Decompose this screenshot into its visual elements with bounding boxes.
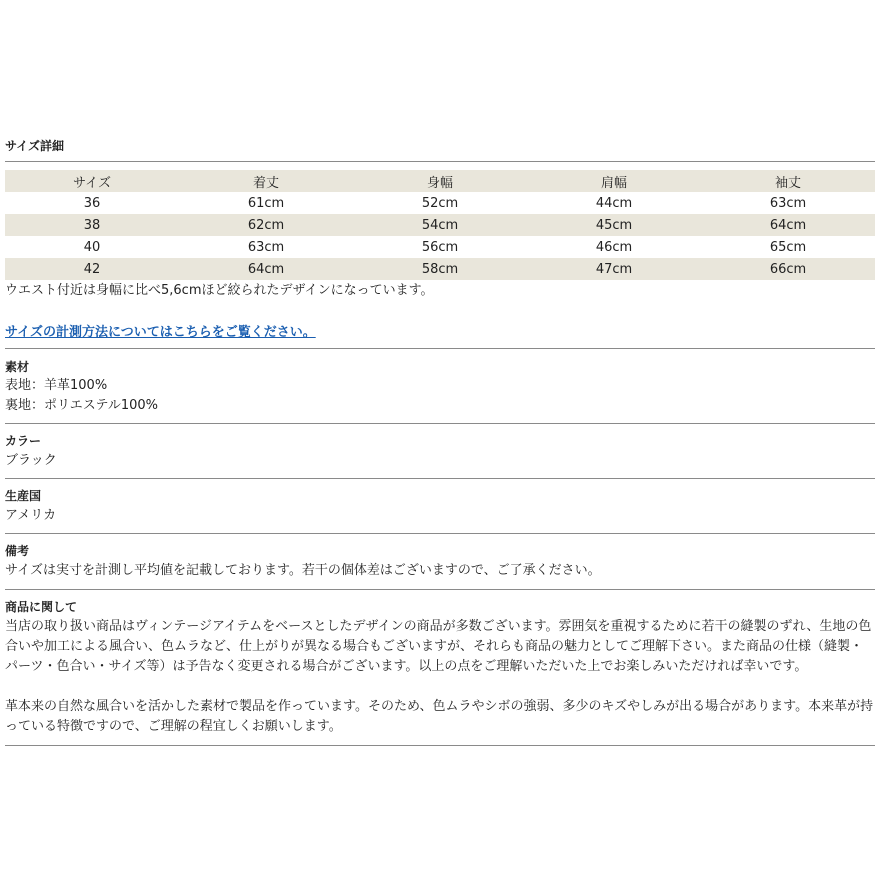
origin-title: 生産国 [5,489,42,503]
divider [5,745,875,746]
material-lining: 裏地：ポリエステル100% [5,398,158,413]
table-cell: 65cm [769,239,807,255]
table-row [5,258,875,280]
size-measurement-link[interactable]: サイズの計測方法についてはこちらをご覧ください。 [5,325,316,340]
about-paragraph-1: 当店の取り扱い商品はヴィンテージアイテムをベースとしたデザインの商品が多数ございます。雰囲気を重視するために若干の縫製のずれ、生地の色合いや加工による風合い、色ムラなど、仕上がりが異なる場合もございますが、それらも商品の魅力としてご理解下さい。また商品の仕様（縫製・パーツ・色合い・サイズ等）は予告なく変更される場合がございます。以上の点をご理解いただいた上でお楽しみいただければ幸いです。 [5,619,872,674]
material-title: 素材 [5,360,30,374]
table-cell: 61cm [247,195,285,211]
table-cell: 46cm [595,239,633,255]
table-cell: 38 [83,217,101,233]
header-shoulder: 肩幅 [600,175,627,191]
waist-note: ウエスト付近は身幅に比べ5,6cmほど絞られたデザインになっています。 [5,283,434,298]
divider [5,348,875,349]
table-cell: 64cm [769,217,807,233]
table-row [5,192,875,214]
table-cell: 66cm [769,261,807,277]
table-cell: 63cm [769,195,807,211]
table-cell: 45cm [595,217,633,233]
size-details-title: サイズ詳細 [5,139,65,153]
size-table-header [5,170,875,192]
divider [5,589,875,590]
origin-value: アメリカ [5,508,57,523]
table-cell: 62cm [247,217,285,233]
divider [5,533,875,534]
about-title: 商品に関して [5,600,78,614]
table-cell: 56cm [421,239,459,255]
header-width: 身幅 [426,175,453,191]
table-cell: 54cm [421,217,459,233]
remarks-value: サイズは実寸を計測し平均値を記載しております。若干の個体差はございますので、ご了承ください。 [5,563,601,578]
header-length: 着丈 [252,175,279,191]
table-cell: 64cm [247,261,285,277]
table-cell: 63cm [247,239,285,255]
divider [5,478,875,479]
table-cell: 52cm [421,195,459,211]
material-outer: 表地：羊革100% [5,378,108,393]
table-row [5,214,875,236]
table-cell: 58cm [421,261,459,277]
header-sleeve: 袖丈 [774,175,801,191]
table-cell: 47cm [595,261,633,277]
divider [5,423,875,424]
about-paragraph-2: 革本来の自然な風合いを活かした素材で製品を作っています。そのため、色ムラやシボの強弱、多少のキズやしみが出る場合があります。本来革が持っている特徴ですので、ご理解の程宜しくお願いします。 [5,699,874,734]
table-cell: 36 [83,195,101,211]
table-cell: 40 [83,239,101,255]
remarks-title: 備考 [5,544,30,558]
divider [5,161,875,162]
size-table [5,170,875,280]
header-size: サイズ [73,175,111,191]
table-cell: 42 [83,261,101,277]
table-cell: 44cm [595,195,633,211]
color-value: ブラック [5,453,57,468]
color-title: カラー [5,434,42,448]
table-row [5,236,875,258]
